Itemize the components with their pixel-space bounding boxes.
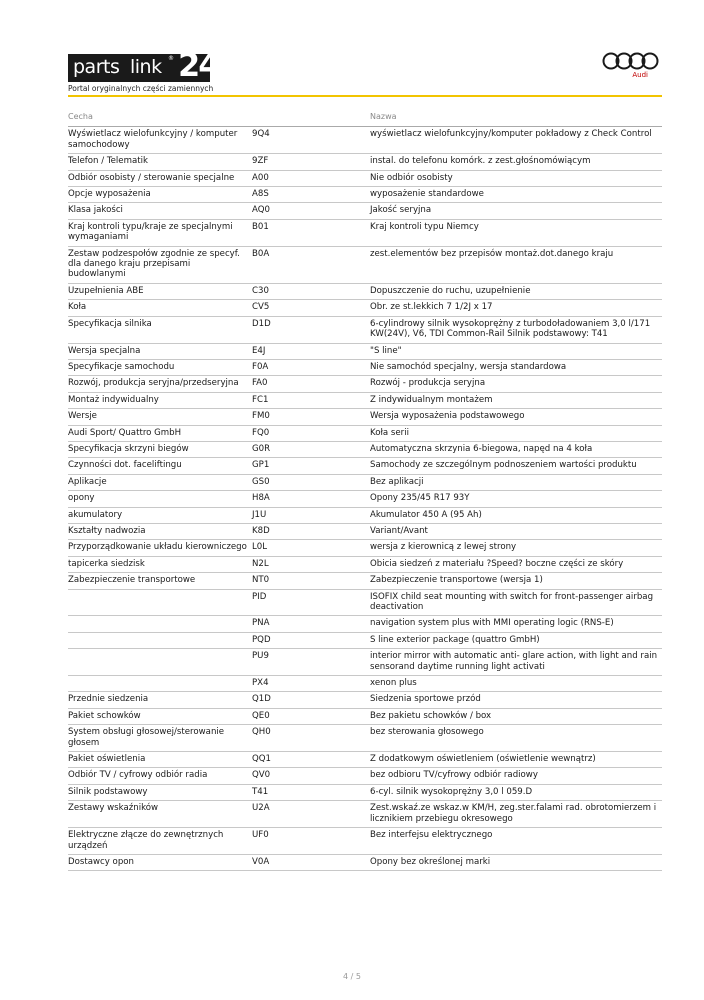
cell-code: PQD (252, 632, 370, 648)
cell-feature: Dostawcy opon (68, 854, 252, 870)
cell-code: 9Q4 (252, 127, 370, 154)
cell-feature (68, 649, 252, 676)
header-divider (68, 95, 662, 97)
cell-code: PX4 (252, 676, 370, 692)
cell-feature: Pakiet schowków (68, 708, 252, 724)
cell-code: V0A (252, 854, 370, 870)
cell-feature: Przyporządkowanie układu kierowniczego (68, 540, 252, 556)
cell-feature: Specyfikacja silnika (68, 316, 252, 343)
cell-code: UF0 (252, 828, 370, 855)
cell-name: interior mirror with automatic anti- glare action, with light and rain sensorand daytime running light activati (370, 649, 662, 676)
table-row (68, 589, 662, 616)
table-row (68, 392, 662, 408)
cell-name: navigation system plus with MMI operating logic (RNS-E) (370, 616, 662, 632)
cell-feature: Czynności dot. faceliftingu (68, 458, 252, 474)
cell-code: FA0 (252, 376, 370, 392)
cell-code: PU9 (252, 649, 370, 676)
partslink24-logo[interactable] (68, 46, 219, 84)
cell-feature: Specyfikacje samochodu (68, 359, 252, 375)
cell-name: Akumulator 450 A (95 Ah) (370, 507, 662, 523)
cell-code: T41 (252, 784, 370, 800)
cell-feature (68, 589, 252, 616)
table-row (68, 283, 662, 299)
cell-code: E4J (252, 343, 370, 359)
table-row (68, 343, 662, 359)
table-row (68, 752, 662, 768)
cell-feature: akumulatory (68, 507, 252, 523)
cell-name: wersja z kierownicą z lewej strony (370, 540, 662, 556)
cell-feature: Pakiet oświetlenia (68, 752, 252, 768)
table-row (68, 300, 662, 316)
cell-feature: Rozwój, produkcja seryjna/przedseryjna (68, 376, 252, 392)
cell-code: Q1D (252, 692, 370, 708)
cell-code: A00 (252, 170, 370, 186)
table-row (68, 828, 662, 855)
cell-code: GP1 (252, 458, 370, 474)
page-number: 4 / 5 (343, 972, 361, 981)
cell-name: Zabezpieczenie transportowe (wersja 1) (370, 573, 662, 589)
cell-code: PNA (252, 616, 370, 632)
cell-name: Nie samochód specjalny, wersja standardowa (370, 359, 662, 375)
cell-code: QV0 (252, 768, 370, 784)
logo-tagline: Portal oryginalnych części zamiennych (68, 84, 214, 93)
cell-name: Rozwój - produkcja seryjna (370, 376, 662, 392)
cell-name: Variant/Avant (370, 523, 662, 539)
cell-name: bez odbioru TV/cyfrowy odbiór radiowy (370, 768, 662, 784)
cell-name: Opony 235/45 R17 93Y (370, 491, 662, 507)
cell-name: Samochody ze szczególnym podnoszeniem wartości produktu (370, 458, 662, 474)
cell-code: N2L (252, 556, 370, 572)
cell-code: QQ1 (252, 752, 370, 768)
cell-name: S line exterior package (quattro GmbH) (370, 632, 662, 648)
cell-feature: Klasa jakości (68, 203, 252, 219)
cell-code: F0A (252, 359, 370, 375)
cell-name: Obicia siedzeń z materiału ?Speed? boczne części ze skóry (370, 556, 662, 572)
table-row (68, 523, 662, 539)
table-row (68, 359, 662, 375)
page-header (68, 46, 662, 96)
cell-feature: Kształty nadwozia (68, 523, 252, 539)
cell-feature: Zabezpieczenie transportowe (68, 573, 252, 589)
cell-feature: Koła (68, 300, 252, 316)
cell-code: D1D (252, 316, 370, 343)
cell-feature: Uzupełnienia ABE (68, 283, 252, 299)
cell-code: C30 (252, 283, 370, 299)
table-row (68, 768, 662, 784)
cell-name: 6-cylindrowy silnik wysokoprężny z turbodoładowaniem 3,0 l/171 KW(24V), V6, TDI Common-Rail Silnik podstawowy: T41 (370, 316, 662, 343)
cell-name: Bez aplikacji (370, 474, 662, 490)
table-row (68, 854, 662, 870)
cell-name: Koła serii (370, 425, 662, 441)
cell-name: bez sterowania głosowego (370, 725, 662, 752)
cell-code: J1U (252, 507, 370, 523)
cell-code: QE0 (252, 708, 370, 724)
cell-feature: System obsługi głosowej/sterowanie głosem (68, 725, 252, 752)
table-row (68, 507, 662, 523)
table-row (68, 725, 662, 752)
cell-name: Wersja wyposażenia podstawowego (370, 409, 662, 425)
table-row (68, 632, 662, 648)
cell-code: A8S (252, 187, 370, 203)
table-row (68, 616, 662, 632)
cell-name: instal. do telefonu komórk. z zest.głośnomówiącym (370, 154, 662, 170)
cell-code: B0A (252, 246, 370, 283)
cell-name: wyposażenie standardowe (370, 187, 662, 203)
cell-name: 6-cyl. silnik wysokoprężny 3,0 l 059.D (370, 784, 662, 800)
cell-code: K8D (252, 523, 370, 539)
table-row (68, 441, 662, 457)
table-row (68, 425, 662, 441)
cell-name: Jakość seryjna (370, 203, 662, 219)
table-row (68, 801, 662, 828)
cell-name: Z dodatkowym oświetleniem (oświetlenie wewnątrz) (370, 752, 662, 768)
table-row (68, 573, 662, 589)
cell-code: 9ZF (252, 154, 370, 170)
column-header-code (252, 112, 370, 127)
cell-feature: tapicerka siedzisk (68, 556, 252, 572)
table-row (68, 316, 662, 343)
table-row (68, 676, 662, 692)
cell-feature: Opcje wyposażenia (68, 187, 252, 203)
cell-code: PID (252, 589, 370, 616)
cell-feature (68, 616, 252, 632)
cell-name: wyświetlacz wielofunkcyjny/komputer pokładowy z Check Control (370, 127, 662, 154)
cell-feature: Specyfikacja skrzyni biegów (68, 441, 252, 457)
table-row (68, 170, 662, 186)
cell-code: AQ0 (252, 203, 370, 219)
cell-name: Nie odbiór osobisty (370, 170, 662, 186)
cell-name: ISOFIX child seat mounting with switch for front-passenger airbag deactivation (370, 589, 662, 616)
column-header-feature: Cecha (68, 112, 252, 127)
cell-feature: Kraj kontroli typu/kraje ze specjalnymi wymaganiami (68, 219, 252, 246)
cell-name: Dopuszczenie do ruchu, uzupełnienie (370, 283, 662, 299)
audi-rings-icon (602, 50, 660, 90)
cell-feature: opony (68, 491, 252, 507)
table-row (68, 409, 662, 425)
cell-code: CV5 (252, 300, 370, 316)
cell-name: Opony bez określonej marki (370, 854, 662, 870)
cell-code: QH0 (252, 725, 370, 752)
table-row (68, 376, 662, 392)
audi-brand-label: Audi (632, 71, 648, 79)
cell-code: FM0 (252, 409, 370, 425)
equipment-table (68, 112, 662, 871)
table-row (68, 708, 662, 724)
logo-text-24: 24 (178, 46, 219, 84)
cell-name: Automatyczna skrzynia 6-biegowa, napęd na 4 koła (370, 441, 662, 457)
cell-feature: Montaż indywidualny (68, 392, 252, 408)
logo-text-parts: parts (73, 56, 120, 78)
logo-registered-mark: ® (168, 55, 174, 62)
cell-name: Bez pakietu schowków / box (370, 708, 662, 724)
table-body (68, 127, 662, 871)
cell-feature: Zestawy wskaźników (68, 801, 252, 828)
cell-code: G0R (252, 441, 370, 457)
cell-feature: Silnik podstawowy (68, 784, 252, 800)
table-row (68, 127, 662, 154)
cell-code: GS0 (252, 474, 370, 490)
table-row (68, 784, 662, 800)
cell-code: FQ0 (252, 425, 370, 441)
table-row (68, 203, 662, 219)
cell-code: H8A (252, 491, 370, 507)
cell-feature (68, 676, 252, 692)
cell-feature: Przednie siedzenia (68, 692, 252, 708)
cell-feature: Odbiór osobisty / sterowanie specjalne (68, 170, 252, 186)
table-row (68, 219, 662, 246)
table-row (68, 458, 662, 474)
cell-feature: Audi Sport/ Quattro GmbH (68, 425, 252, 441)
cell-name: Kraj kontroli typu Niemcy (370, 219, 662, 246)
cell-name: Siedzenia sportowe przód (370, 692, 662, 708)
cell-feature: Telefon / Telematik (68, 154, 252, 170)
cell-name: Obr. ze st.lekkich 7 1/2J x 17 (370, 300, 662, 316)
table-header-row (68, 112, 662, 127)
table-row (68, 187, 662, 203)
cell-code: FC1 (252, 392, 370, 408)
cell-code: L0L (252, 540, 370, 556)
table-row (68, 556, 662, 572)
cell-name: Zest.wskaź.ze wskaz.w KM/H, zeg.ster.falami rad. obrotomierzem i licznikiem przebiegu okresowego (370, 801, 662, 828)
table-row (68, 491, 662, 507)
table-row (68, 540, 662, 556)
cell-feature: Wersja specjalna (68, 343, 252, 359)
cell-feature: Odbiór TV / cyfrowy odbiór radia (68, 768, 252, 784)
cell-feature: Zestaw podzespołów zgodnie ze specyf. dla danego kraju przepisami budowlanymi (68, 246, 252, 283)
cell-feature: Wersje (68, 409, 252, 425)
cell-code: U2A (252, 801, 370, 828)
cell-feature: Elektryczne złącze do zewnętrznych urządzeń (68, 828, 252, 855)
cell-name: xenon plus (370, 676, 662, 692)
cell-code: B01 (252, 219, 370, 246)
table-row (68, 474, 662, 490)
table-row (68, 154, 662, 170)
column-header-name: Nazwa (370, 112, 662, 127)
logo-text-link: link (130, 56, 162, 78)
table-row (68, 649, 662, 676)
table-row (68, 246, 662, 283)
cell-code: NT0 (252, 573, 370, 589)
cell-name: zest.elementów bez przepisów montaż.dot.danego kraju (370, 246, 662, 283)
table-row (68, 692, 662, 708)
cell-feature (68, 632, 252, 648)
cell-name: Z indywidualnym montażem (370, 392, 662, 408)
cell-feature: Aplikacje (68, 474, 252, 490)
cell-name: Bez interfejsu elektrycznego (370, 828, 662, 855)
cell-name: "S line" (370, 343, 662, 359)
cell-feature: Wyświetlacz wielofunkcyjny / komputer samochodowy (68, 127, 252, 154)
